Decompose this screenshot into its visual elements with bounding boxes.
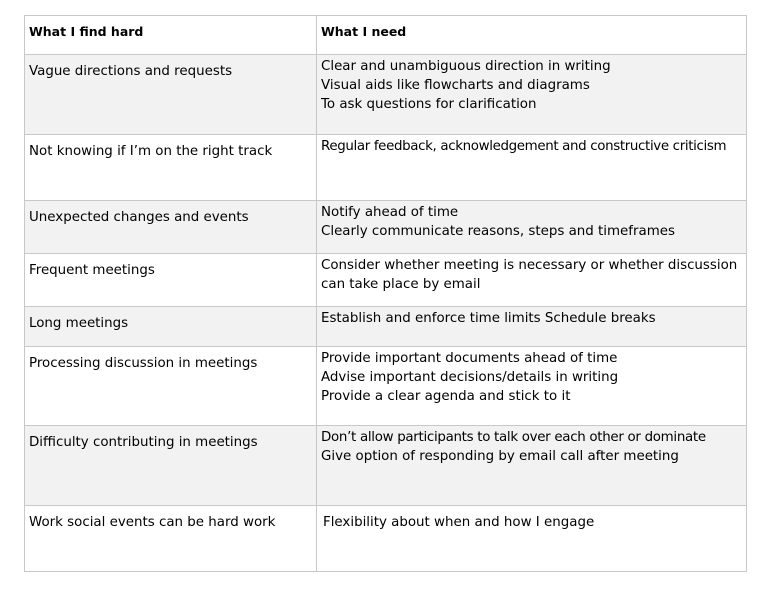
hard-cell: Long meetings xyxy=(25,307,317,347)
hard-cell: Processing discussion in meetings xyxy=(25,347,317,426)
hard-cell: Frequent meetings xyxy=(25,254,317,307)
table-row xyxy=(25,135,747,201)
need-cell xyxy=(317,426,747,506)
need-line: Give option of responding by email call after meeting xyxy=(321,449,679,464)
need-line: Don’t allow participants to talk over each other or dominate xyxy=(321,430,706,445)
table-row xyxy=(25,55,747,135)
table-row xyxy=(25,347,747,426)
table-header-row xyxy=(25,16,747,55)
need-cell xyxy=(317,254,747,307)
need-line: Clear and unambiguous direction in writing xyxy=(321,59,611,74)
need-cell xyxy=(317,201,747,254)
need-line: Regular feedback, acknowledgement and constructive criticism xyxy=(321,139,727,154)
hard-cell: Not knowing if I’m on the right track xyxy=(25,135,317,201)
need-line: Provide important documents ahead of time xyxy=(321,351,618,366)
need-line: Provide a clear agenda and stick to it xyxy=(321,389,571,404)
need-cell xyxy=(317,55,747,135)
need-line: Visual aids like flowcharts and diagrams xyxy=(321,78,590,93)
hard-cell: Vague directions and requests xyxy=(25,55,317,135)
need-cell xyxy=(317,506,747,572)
hard-cell: Unexpected changes and events xyxy=(25,201,317,254)
header-what-i-need: What I need xyxy=(317,16,747,55)
need-cell xyxy=(317,347,747,426)
need-line: Advise important decisions/details in writing xyxy=(321,370,619,385)
table-row xyxy=(25,506,747,572)
need-line: Establish and enforce time limits Schedule breaks xyxy=(321,311,656,326)
needs-table xyxy=(24,15,747,572)
need-line: Clearly communicate reasons, steps and timeframes xyxy=(321,224,675,239)
table-row xyxy=(25,201,747,254)
need-line: Notify ahead of time xyxy=(321,205,459,220)
table-row xyxy=(25,254,747,307)
hard-cell: Work social events can be hard work xyxy=(25,506,317,572)
need-line: Flexibility about when and how I engage xyxy=(323,515,595,530)
need-line: To ask questions for clarification xyxy=(321,97,537,112)
need-line: Consider whether meeting is necessary or whether discussion can take place by email xyxy=(321,258,738,292)
table-row xyxy=(25,426,747,506)
need-cell xyxy=(317,307,747,347)
header-what-i-find-hard: What I find hard xyxy=(25,16,317,55)
hard-cell: Difficulty contributing in meetings xyxy=(25,426,317,506)
need-cell xyxy=(317,135,747,201)
table-row xyxy=(25,307,747,347)
